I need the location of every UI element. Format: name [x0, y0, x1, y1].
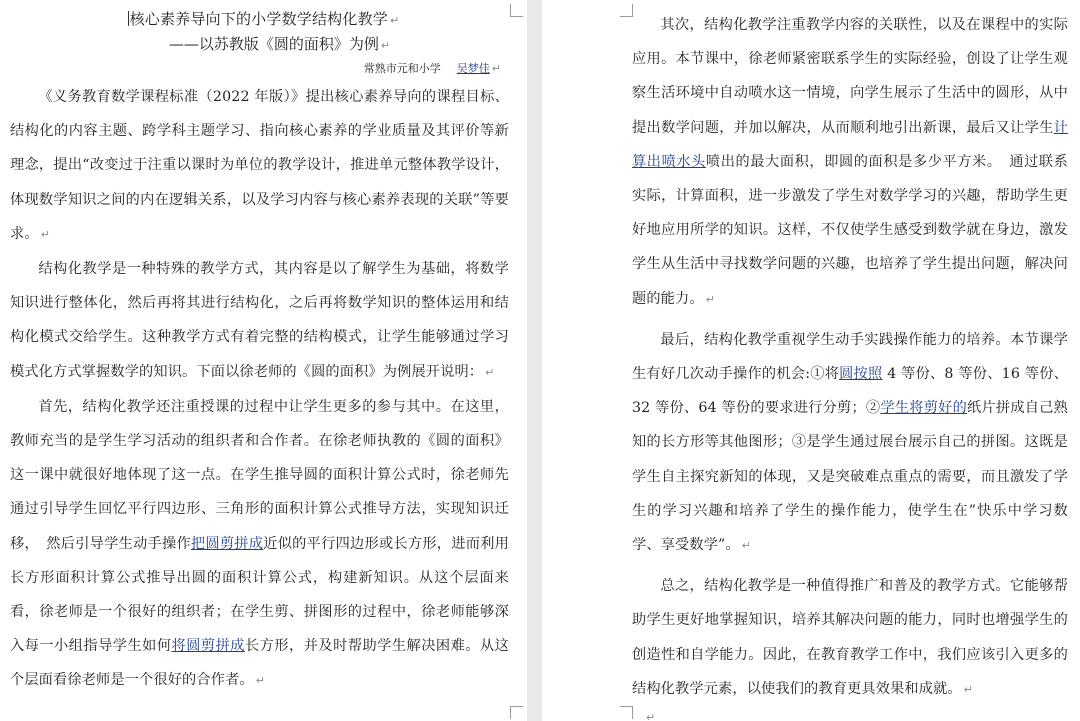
page-corner-mark: [510, 4, 523, 17]
author-line[interactable]: [10, 58, 509, 80]
paragraph-mark: ↵: [380, 39, 391, 52]
underlined-phrase: 计算出喷水头: [632, 119, 1068, 170]
underlined-phrase: 将圆剪拼成: [171, 638, 245, 655]
document-page-left[interactable]: [0, 0, 527, 721]
paragraph-mark: ↵: [40, 227, 51, 241]
paragraph-last-point[interactable]: 最后，结构化教学重视学生动手实践操作能力的培养。本节课学生有好几次动手操作的机会:①将圆按照 4 等份、8 等份、16 等份、32 等份、64 等份的要求进行分剪；②学生将剪好的纸片拼成自己熟知的长方形等其他图形；③是学生通过展台展示自己的拼图。这既是学生自主探究新知的体现，又是突破难点重点的需要，而且激发了学生的学习兴趣和培养了学生的操作能力，使学生在”快乐中学习数学、享受数学”。 ↵: [632, 331, 1068, 554]
underlined-phrase: 学生将剪好的: [880, 400, 968, 417]
paragraph-mark: ↵: [491, 62, 501, 75]
paragraph-mark: ↵: [741, 539, 752, 553]
document-title[interactable]: 核心素养导向下的小学数学结构化教学 ↵: [129, 10, 400, 28]
page-corner-mark: [510, 706, 523, 719]
paragraph-second-point[interactable]: 其次，结构化教学注重教学内容的关联性，以及在课程中的实际应用。本节课中，徐老师紧密联系学生的实际经验，创设了让学生观察生活环境中自动喷水这一情境，向学生展示了生活中的圆形，从中提出数学问题，并加以解决，从而顺利地引出新课，最后又让学生计算出喷水头喷出的最大面积，即圆的面积是多少平方米。 通过联系实际，计算面积，进一步激发了学生对数学学习的兴趣，帮助学生更好地应用所学的知识。这样，不仅使学生感受到数学就在身边，激发学生从生活中寻找数学问题的兴趣，也培养了学生提出问题，解决问题的能力。 ↵: [632, 17, 1068, 307]
paragraph-mark: ↵: [705, 292, 716, 306]
document-page-right[interactable]: [542, 0, 1080, 721]
paragraph-first-point[interactable]: 首先，结构化教学还注重授课的过程中让学生更多的参与其中。在这里，教师充当的是学生学习活动的组织者和合作者。在徐老师执教的《圆的面积》这一课中就很好地体现了这一点。在学生推导圆的面积计算公式时，徐老师先通过引导学生回忆平行四边形、三角形的面积计算公式推导方法，实现知识迁移， 然后引导学生动手操作把圆剪拼成近似的平行四边形或长方形，进而利用长方形面积计算公式推导出圆的面积计算公式，构建新知识。从这个层面来看，徐老师是一个很好的组织者；在学生剪、拼图形的过程中，徐老师能够深入每一小组指导学生如何将圆剪拼成长方形，并及时帮助学生解决困难。从这个层面看徐老师是一个很好的合作者。 ↵: [10, 398, 509, 689]
paragraph-curriculum-standard[interactable]: 《义务教育数学课程标准（2022 年版）》提出核心素养导向的课程目标、结构化的内容主题、跨学科主题学习、指向核心素养的学业质量及其评价等新理念，提出“改变过于注重以课时为单位的教学设计，推进单元整体教学设计，体现数学知识之间的内在逻辑关系，以及学习内容与核心素养表现的关联”等要求。 ↵: [10, 89, 509, 242]
paragraph-mark: ↵: [389, 14, 400, 27]
paragraph-conclusion[interactable]: 总之，结构化教学是一种值得推广和普及的教学方式。它能够帮助学生更好地掌握知识，培养其解决问题的能力，同时也增强学生的创造性和自学能力。因此，在教育教学工作中，我们应该引入更多的结构化教学元素，以使我们的教育更具效果和成就。 ↵: [632, 578, 1068, 697]
document-subtitle[interactable]: ——以苏教版《圆的面积》为例 ↵: [168, 35, 391, 53]
page-corner-mark: [620, 4, 633, 17]
page-corner-mark: [620, 706, 633, 719]
author-name: 吴梦佳: [456, 62, 490, 75]
paragraph-mark: ↵: [255, 674, 266, 688]
paragraph-mark: ↵: [963, 682, 974, 696]
text-cursor: [128, 11, 129, 26]
paragraph-structured-teaching[interactable]: 结构化教学是一种特殊的教学方式，其内容是以了解学生为基础，将数学知识进行整体化，然后再将其进行结构化，之后再将数学知识的整体运用和结构化模式交给学生。这种教学方式有着完整的结构模式，让学生能够通过学习模式化方式掌握数学的知识。下面以徐老师的《圆的面积》为例展开说明： ↵: [10, 261, 509, 380]
underlined-phrase: 把圆剪拼成: [190, 535, 264, 552]
underlined-phrase: 圆按照: [839, 366, 883, 383]
empty-paragraph-mark: ↵: [646, 711, 656, 721]
paragraph-mark: ↵: [485, 365, 495, 379]
author-school: 常熟市元和小学: [363, 62, 441, 75]
